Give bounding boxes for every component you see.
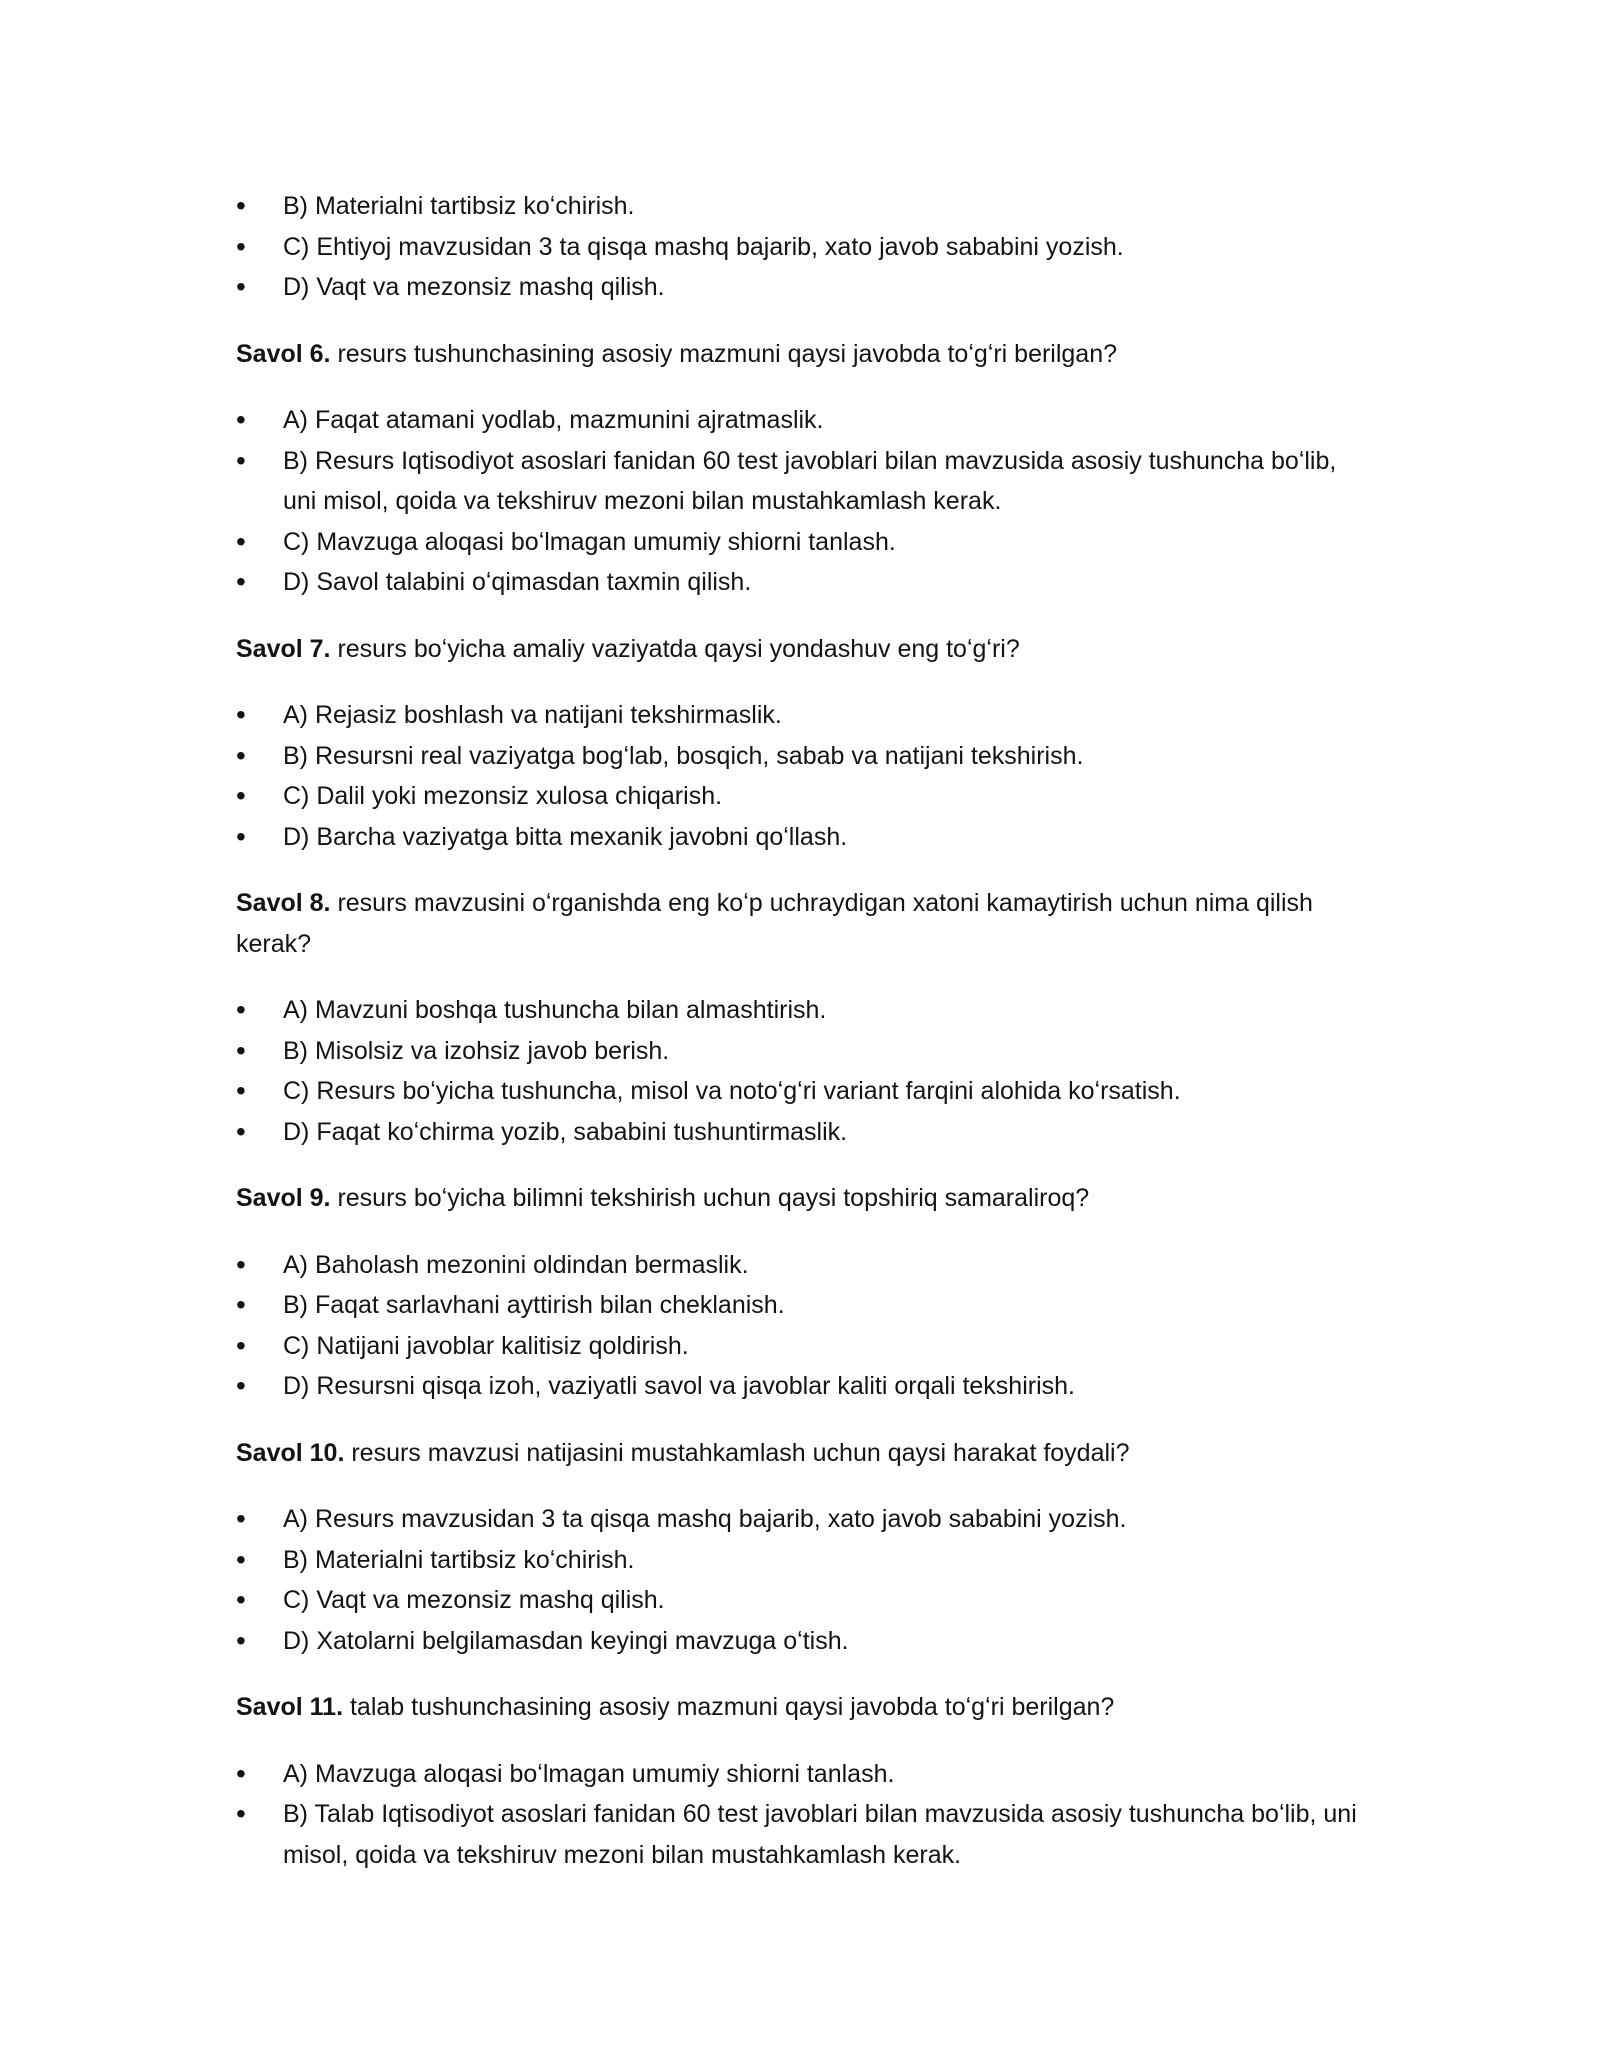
option-item: • B) Misolsiz va izohsiz javob berish. [236, 1031, 1376, 1072]
question-text: resurs mavzusi natijasini mustahkamlash uchun qaysi harakat foydali? [344, 1438, 1130, 1467]
option-item: • A) Rejasiz boshlash va natijani tekshirmaslik. [236, 695, 1376, 736]
question-label: Savol 11. [236, 1693, 344, 1721]
option-item: • B) Materialni tartibsiz koʻchirish. [236, 1540, 1376, 1581]
option-item: • B) Faqat sarlavhani ayttirish bilan cheklanish. [236, 1285, 1376, 1326]
option-item: • C) Mavzuga aloqasi boʻlmagan umumiy shiorni tanlash. [236, 522, 1376, 563]
question-9 [236, 1178, 1376, 1219]
question-label: Savol 10. [236, 1438, 345, 1467]
question-text: resurs boʻyicha bilimni tekshirish uchun qaysi topshiriq samaraliroq? [330, 1184, 1090, 1212]
question-8 [236, 883, 1376, 964]
question-text: resurs boʻyicha amaliy vaziyatda qaysi yondashuv eng toʻgʻri? [330, 634, 1020, 663]
option-item: • B) Talab Iqtisodiyot asoslari fanidan 60 test javoblari bilan mavzusida asosiy tushuncha boʻlib, uni misol, qoida va tekshiruv mezoni bilan mustahkamlash kerak. [236, 1794, 1376, 1875]
question-10 [236, 1433, 1376, 1474]
question-text: talab tushunchasining asosiy mazmuni qaysi javobda toʻgʻri berilgan? [343, 1693, 1115, 1721]
question-6-options [236, 400, 1376, 603]
option-item: • D) Resursni qisqa izoh, vaziyatli savol va javoblar kaliti orqali tekshirish. [236, 1366, 1376, 1407]
question-9-options [236, 1245, 1376, 1407]
option-item: • C) Natijani javoblar kalitisiz qoldirish. [236, 1326, 1376, 1367]
option-item: • B) Resurs Iqtisodiyot asoslari fanidan 60 test javoblari bilan mavzusida asosiy tushuncha boʻlib, uni misol, qoida va tekshiruv mezoni bilan mustahkamlash kerak. [236, 441, 1376, 522]
question-label: Savol 6. [236, 339, 331, 368]
option-item: • A) Mavzuga aloqasi boʻlmagan umumiy shiorni tanlash. [236, 1754, 1376, 1795]
question-10-options [236, 1499, 1376, 1661]
question-7 [236, 629, 1376, 670]
option-item: • C) Resurs boʻyicha tushuncha, misol va notoʻgʻri variant farqini alohida koʻrsatish. [236, 1071, 1376, 1112]
option-item: • A) Faqat atamani yodlab, mazmunini ajratmaslik. [236, 400, 1376, 441]
option-item: • C) Vaqt va mezonsiz mashq qilish. [236, 1580, 1376, 1621]
question-label: Savol 8. [236, 889, 331, 917]
question-11-options [236, 1754, 1376, 1876]
option-item: • A) Resurs mavzusidan 3 ta qisqa mashq bajarib, xato javob sababini yozish. [236, 1499, 1376, 1540]
option-item: • D) Savol talabini oʻqimasdan taxmin qilish. [236, 562, 1376, 603]
question-6 [236, 334, 1376, 375]
option-item: • B) Materialni tartibsiz koʻchirish. [236, 186, 1376, 227]
question-label: Savol 9. [236, 1184, 331, 1212]
option-item: • A) Baholash mezonini oldindan bermaslik. [236, 1245, 1376, 1286]
option-item: • A) Mavzuni boshqa tushuncha bilan almashtirish. [236, 990, 1376, 1031]
option-item: • B) Resursni real vaziyatga bogʻlab, bosqich, sabab va natijani tekshirish. [236, 736, 1376, 777]
leading-option-list [236, 186, 1376, 308]
option-item: • D) Vaqt va mezonsiz mashq qilish. [236, 267, 1376, 308]
option-item: • D) Xatolarni belgilamasdan keyingi mavzuga oʻtish. [236, 1621, 1376, 1662]
option-item: • D) Faqat koʻchirma yozib, sababini tushuntirmaslik. [236, 1112, 1376, 1153]
question-text: resurs mavzusini oʻrganishda eng koʻp uchraydigan xatoni kamaytirish uchun nima qilish kerak? [236, 889, 1313, 958]
question-text: resurs tushunchasining asosiy mazmuni qaysi javobda toʻgʻri berilgan? [330, 339, 1118, 368]
question-8-options [236, 990, 1376, 1152]
question-label: Savol 7. [236, 634, 331, 663]
option-item: • D) Barcha vaziyatga bitta mexanik javobni qoʻllash. [236, 817, 1376, 858]
question-11 [236, 1687, 1376, 1728]
option-item: • C) Dalil yoki mezonsiz xulosa chiqarish. [236, 776, 1376, 817]
option-item: • C) Ehtiyoj mavzusidan 3 ta qisqa mashq bajarib, xato javob sababini yozish. [236, 227, 1376, 268]
document-content [236, 186, 1376, 1901]
question-7-options [236, 695, 1376, 857]
